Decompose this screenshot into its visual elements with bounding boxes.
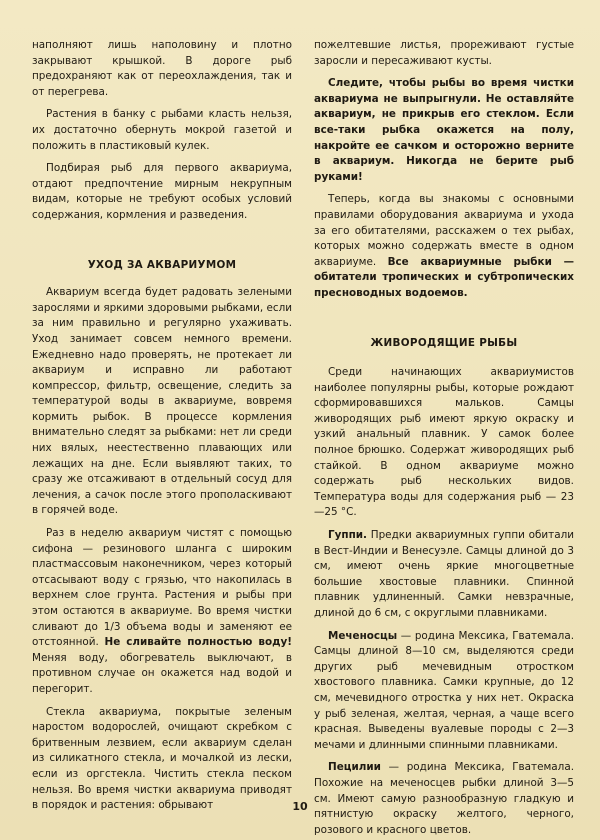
paragraph: Аквариум всегда будет радовать зелеными зарослями и яркими здоровыми рыбками, если за ним правильно и регулярно ухаживать. Уход занимает совсем немного времени. Ежедневно надо проверять, не протекает ли аквариум и исправно ли работают компрессор, фильтр, освещение, следить за температурой воды в аквариуме, вовремя кормить рыбок. В процессе кормления внимательно следят за рыбками: нет ли среди них вялых, неестественно плавающих или лежащих на дне. Если выявляют таких, то сразу же отсаживают в отдельный сосуд для лечения, а сачок после этого прополаскивают в горячей воде. [32, 286, 292, 517]
paragraph [314, 528, 574, 622]
term-guppy: Гуппи. [328, 529, 367, 542]
paragraph: наполняют лишь наполовину и плотно закрывают крышкой. В дороге рыб предохраняют как от переохлаждения, так и от перегрева. [32, 39, 292, 98]
paragraph [314, 76, 574, 185]
warning-text: Никогда не берите рыб руками! [314, 155, 574, 183]
text: Теперь, когда вы знакомы с основными правилами оборудования аквариума и ухода за его обитателями, расскажем о тех рыбах, которых можно содержать вместе в одном аквариуме. [314, 193, 574, 268]
bold-text: Все аквариумные рыбки — обитатели тропических и субтропических пресноводных водоемов. [314, 255, 574, 299]
paragraph: Подбирая рыб для первого аквариума, отдают предпочтение мирным некрупным видам, которые не требуют особых условий содержания, кормления и разведения. [32, 162, 292, 221]
paragraph: Стекла аквариума, покрытые зеленым наростом водорослей, очищают скребком с бритвенным лезвием, если аквариум сделан из силикатного стекла, и мочалкой из лески, если из оргстекла. Чистить стекла песком нельзя. Во время чистки аквариума приводят в порядок и растения: обрывают [32, 705, 292, 812]
text: Раз в неделю аквариум чистят с помощью сифона — резинового шланга с широким пластмассовым наконечником, через который отсасывают воду с грязью, что накопилась в верхнем слое грунта. Растения и рыбы при этом остаются в аквариуме. Во время чистки сливают до 1/3 объема воды и заменяют ее отстоянной. [32, 527, 292, 649]
paragraph: Растения в банку с рыбами класть нельзя, их достаточно обернуть мокрой газетой и положить в пластиковый кулек. [32, 108, 292, 152]
warning-text: Не сливайте полностью воду! [104, 636, 292, 649]
text: Меняя воду, обогреватель выключают, в противном случае он окажется над водой и перегорит. [32, 651, 292, 695]
paragraph [314, 629, 574, 754]
text: Предки аквариумных гуппи обитали в Вест-Индии и Венесуэле. Самцы длиной до 3 см, имеют очень яркие многоцветные большие хвостовые плавники. Спинной плавник удлиненный. Самки невзрачные, длиной до 6 см, с округлыми плавниками. [314, 529, 574, 619]
paragraph: Среди начинающих аквариумистов наиболее популярны рыбы, которые рождают сформировавшихся мальков. Самцы живородящих рыб имеют яркую окраску и узкий анальный плавник. У самок более полное брюшко. Содержат живородящих рыб стайкой. В одном аквариуме можно содержать рыб нескольких видов. Температура воды для содержания рыб — 23—25 °С. [314, 366, 574, 519]
section-heading-livebearers: ЖИВОРОДЯЩИЕ РЫБЫ [370, 336, 518, 349]
right-column [314, 38, 574, 840]
paragraph: пожелтевшие листья, прореживают густые заросли и пересаживают кусты. [314, 39, 574, 67]
paragraph [32, 526, 292, 698]
text: — родина Мексика, Гватемала. Самцы длиной 8—10 см, выделяются среди других рыб мечевидным отростком хвостового плавника. Самки крупные, до 12 см, мечевидного отростка у них нет. Окраска у рыб зеленая, желтая, черная, а чаще всего красная. Выведены вуалевые породы с 2—3 мечами и длинными спинными плавниками. [314, 629, 574, 751]
term-swordtails: Меченосцы [328, 629, 398, 642]
text: — родина Мексика, Гватемала. Похожие на меченосцев рыбки длиной 3—5 см. Имеют самую разнообразную гладкую и пятнистую окраску желтого, черного, розового и красного цветов. [314, 761, 574, 836]
section-heading-aquarium-care: УХОД ЗА АКВАРИУМОМ [87, 258, 237, 271]
paragraph [314, 192, 574, 301]
page-number: 10 [292, 800, 308, 813]
left-column [32, 38, 292, 821]
term-platies: Пецилии [328, 761, 381, 774]
bold-text: Следите, чтобы рыбы во время чистки аквариума не выпрыгнули. Не оставляйте аквариум, не прикрыв его стеклом. Если все-таки рыбка окажется на полу, накройте ее сачком и осторожно верните в аквариум. [314, 77, 574, 168]
